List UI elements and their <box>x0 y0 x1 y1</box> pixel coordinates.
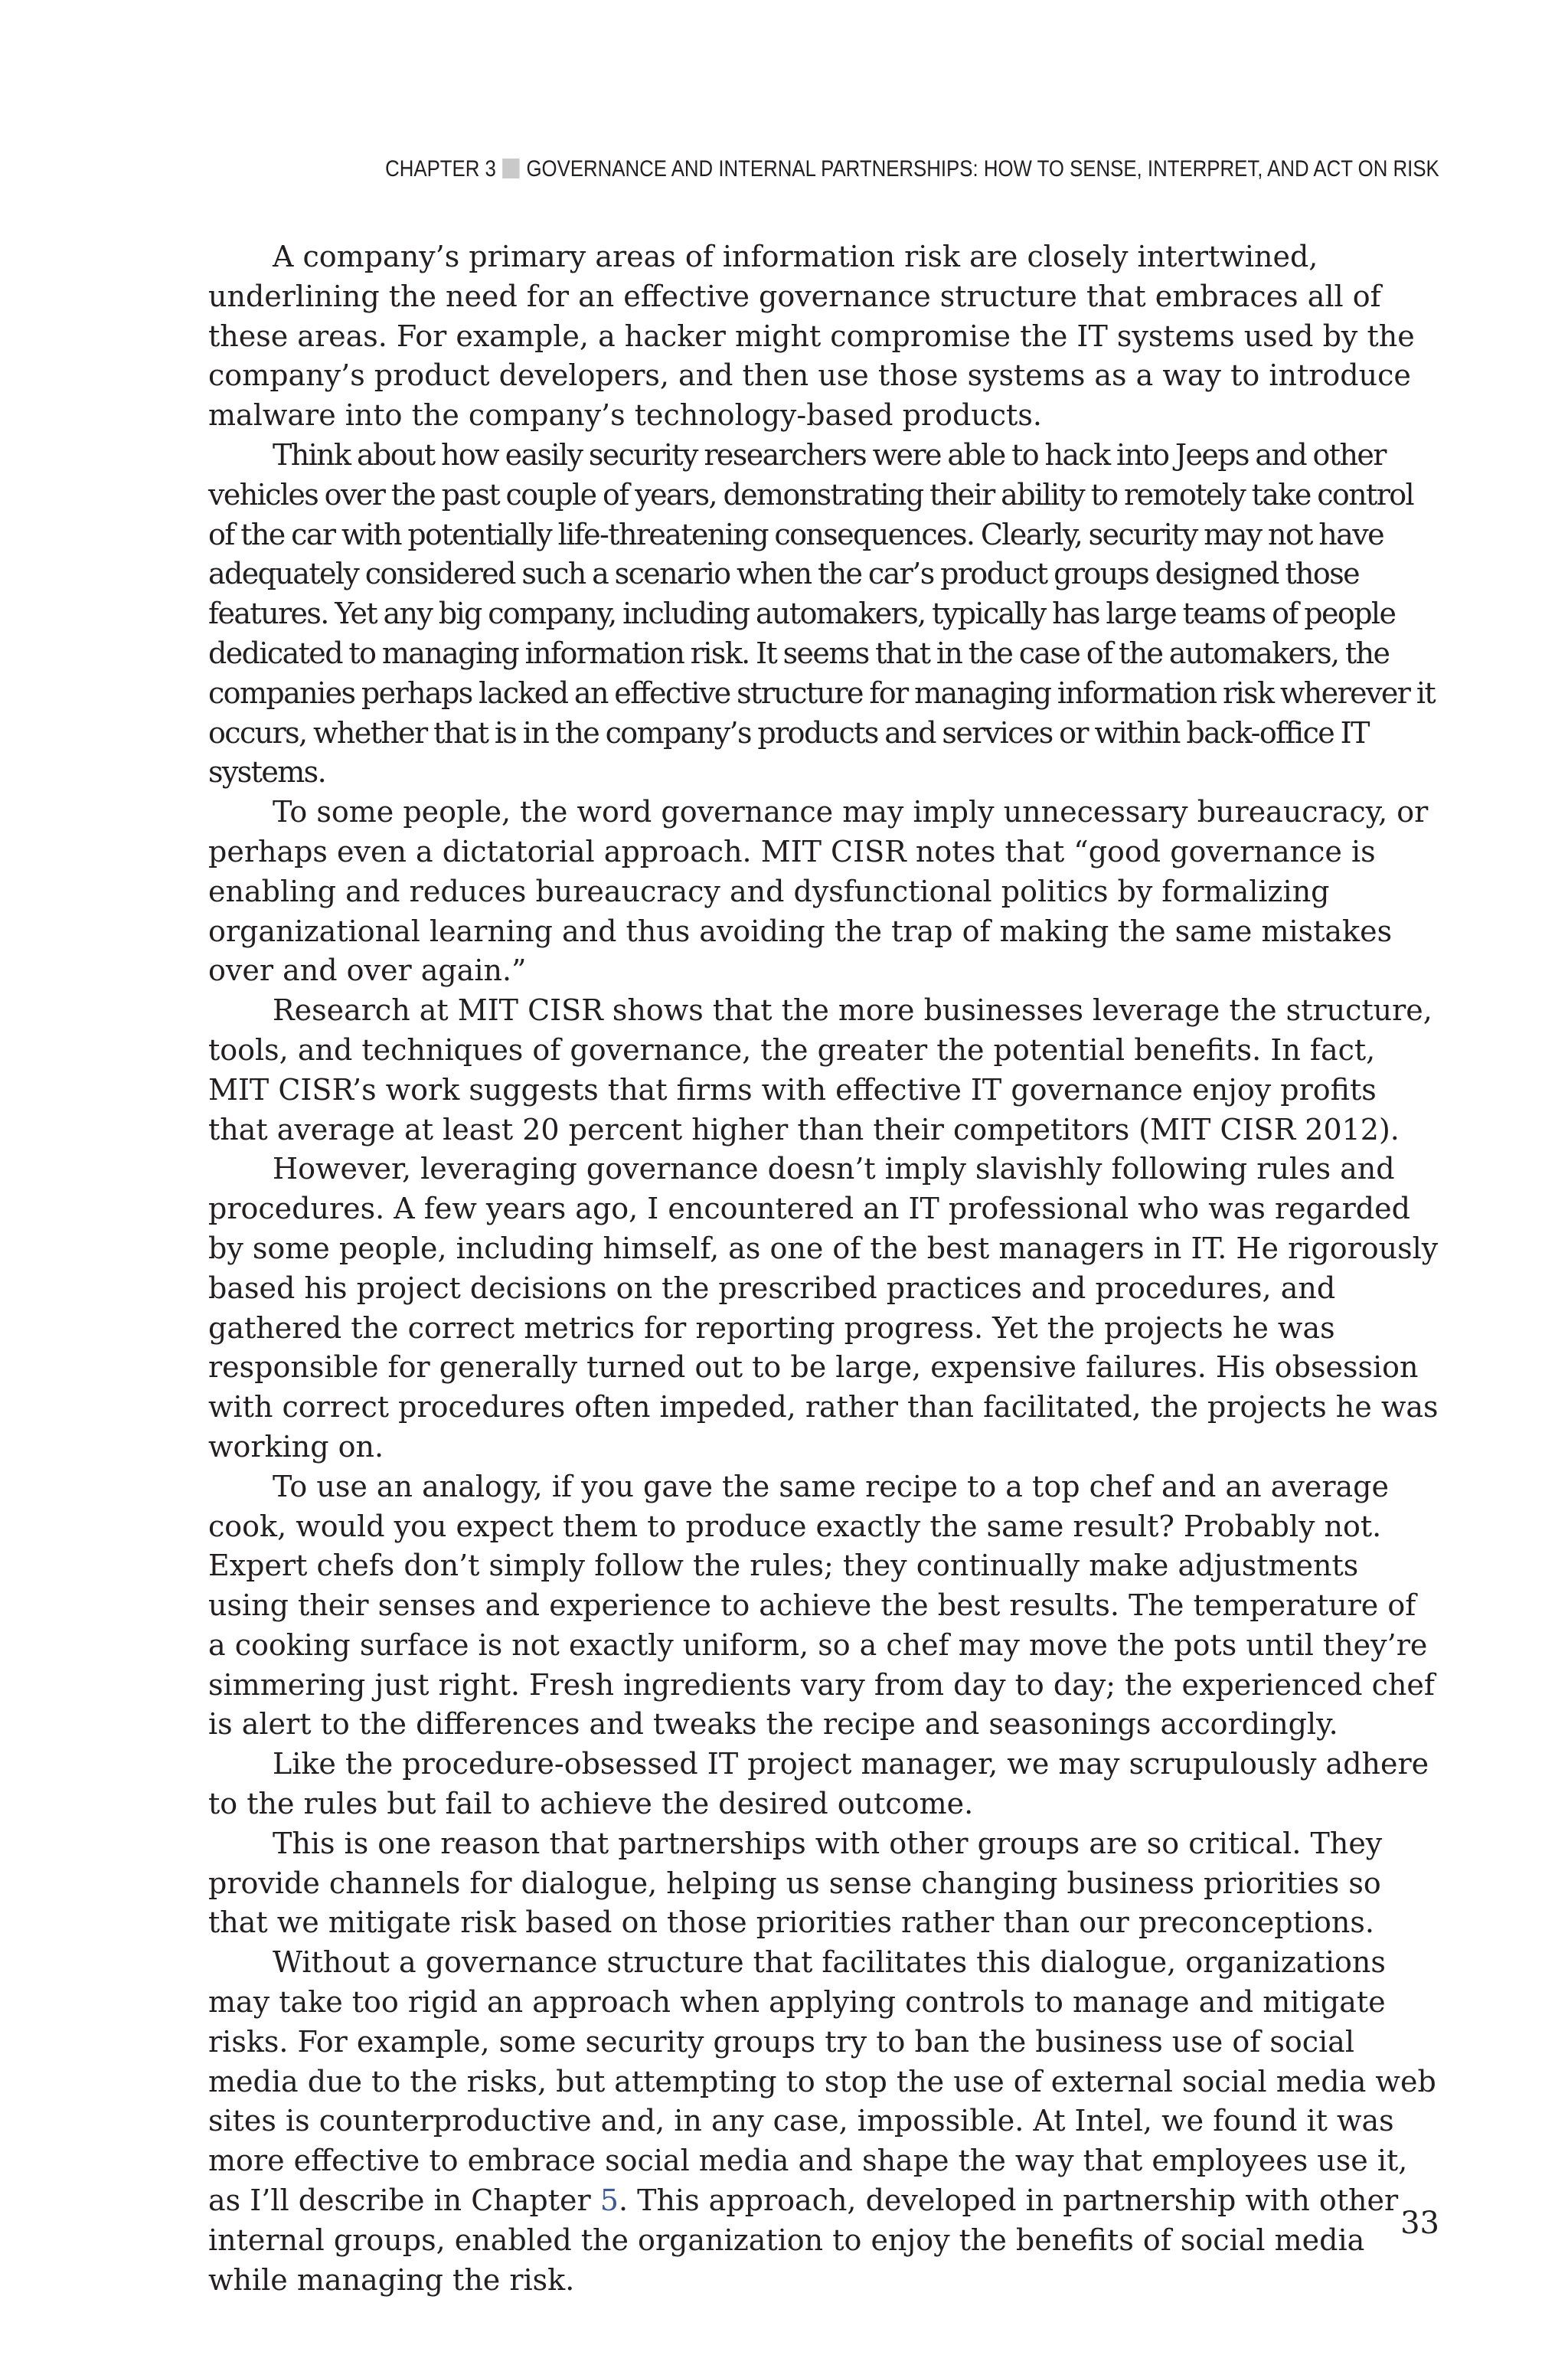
paragraph <box>208 1943 1441 2300</box>
paragraph: However, leveraging governance doesn’t imply slavishly following rules and procedures. A few years ago, I encountered an IT professional who was regarded by some people, including himself, as one of the best managers in IT. He rigorously based his project decisions on the prescribed practices and procedures, and gathered the correct metrics for reporting progress. Yet the projects he was responsible for generally turned out to be large, expensive failures. His obsession with correct procedures often impeded, rather than facilitated, the projects he was working on. <box>208 1152 1439 1464</box>
paragraph: A company’s primary areas of information risk are closely intertwined, underlining the need for an effective governance structure that embraces all of these areas. For example, a hacker might compromise the IT systems used by the company’s product developers, and then use those systems as a way to introduce malware into the company’s technology-based products. <box>208 240 1415 433</box>
paragraph: This is one reason that partnerships with other groups are so critical. They provide channels for dialogue, helping us sense changing business priorities so that we mitigate risk based on those priorities rather than our preconceptions. <box>208 1826 1383 1940</box>
paragraph: Research at MIT CISR shows that the more businesses leverage the structure, tools, and techniques of governance, the greater the potential benefits. In fact, MIT CISR’s work suggests that firms with effective IT governance enjoy profits that average at least 20 percent higher than their competitors (MIT CISR 2012). <box>208 993 1432 1146</box>
paragraph: To some people, the word governance may imply unnecessary bureaucracy, or perhaps even a dictatorial approach. MIT CISR notes that “good governance is enabling and reduces bureaucracy and dysfunctional politics by formalizing organizational learning and thus avoiding the trap of making the same mistakes over and over again.” <box>208 795 1429 988</box>
page-number: 33 <box>1400 2206 1439 2241</box>
paragraph: To use an analogy, if you gave the same recipe to a top chef and an average cook, would you expect them to produce exactly the same result? Probably not. Expert chefs don’t simply follow the rules; they continually make adjustments using their senses and experience to achieve the best results. The temperature of a cooking surface is not exactly uniform, so a chef may move the pots until they’re simmering just right. Fresh ingredients vary from day to day; the experienced chef is alert to the differences and tweaks the recipe and seasonings accordingly. <box>208 1469 1435 1742</box>
chapter-link[interactable]: 5 <box>599 2183 619 2218</box>
running-header <box>385 156 1439 182</box>
paragraph: Like the procedure-obsessed IT project manager, we may scrupulously adhere to the rules but fail to achieve the desired outcome. <box>208 1747 1429 1821</box>
header-separator <box>503 159 520 178</box>
body-text <box>208 237 1441 2300</box>
chapter-label: CHAPTER 3 <box>385 156 497 182</box>
paragraph-text: Without a governance structure that facilitates this dialogue, organizations may take too rigid an approach when applying controls to manage and mitigate risks. For example, some security groups try to ban the business use of social media due to the risks, but attempting to stop the use of external social media web sites is counterproductive and, in any case, impossible. At Intel, we found it was more effective to embrace social media and shape the way that employees use it, as I’ll describe in Chapter <box>208 1945 1436 2218</box>
paragraph: Think about how easily security researchers were able to hack into Jeeps and other vehicles over the past couple of years, demonstrating their ability to remotely take control of the car with potentially life-threatening consequences. Clearly, security may not have adequately considered such a scenario when the car’s product groups designed those features. Yet any big company, including automakers, typically has large teams of people dedicated to managing information risk. It seems that in the case of the automakers, the companies perhaps lacked an effective structure for managing information risk wherever it occurs, whether that is in the company’s products and services or within back-office IT systems. <box>208 437 1436 790</box>
paragraph-text: . This approach, developed in partnership with other internal groups, enabled the organization to enjoy the benefits of social media while managing the risk. <box>208 2183 1399 2297</box>
chapter-title: GOVERNANCE AND INTERNAL PARTNERSHIPS: HOW TO SENSE, INTERPRET, AND ACT ON RISK <box>526 156 1439 182</box>
